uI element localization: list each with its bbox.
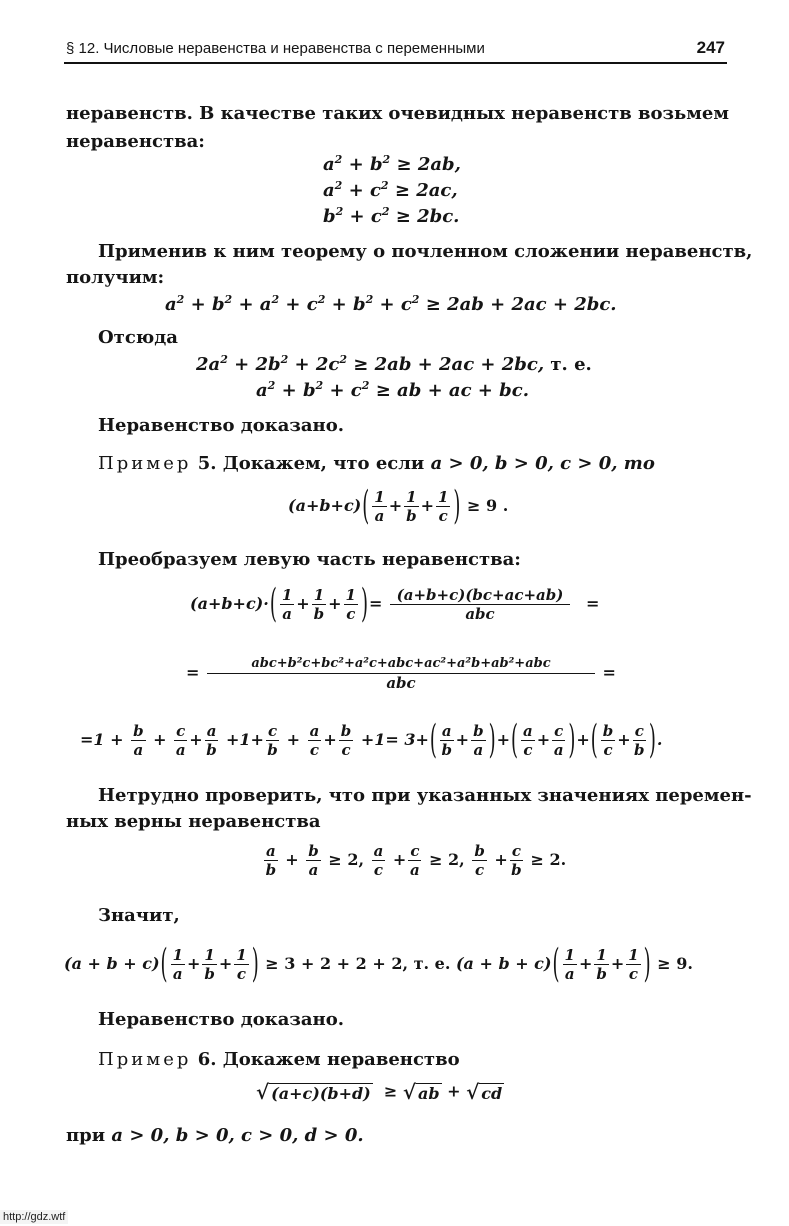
paragraph-line: получим: [66, 267, 165, 288]
fraction-numerator: abc+b²c+bc²+a²c+abc+ac²+a²b+ab²+abc [207, 655, 595, 674]
math-inequality: (a+b+c)( $\frac{1}{a}$ + $\frac{1}{b}$ + $\frac{1}{c}$ ) ≥ 9 . [288, 483, 509, 530]
math-rhs: ≥ 2. [530, 850, 567, 869]
math-transform: (a+b+c)·( $\frac{1}{a}$ + $\frac{1}{b}$ + $\frac{1}{c}$ )= $\frac{(a+b+c)(bc+ac+ab)}{\text{abc}}$ = [190, 581, 600, 628]
sqrt-radicand: ab [418, 1084, 440, 1103]
paragraph-line [66, 1122, 364, 1150]
fraction-denominator: abc [465, 605, 495, 623]
math-rhs: ≥ 2ab, [396, 154, 461, 175]
sqrt-radicand: cd [481, 1084, 503, 1103]
math-rhs: ≥ 2ab + 2ac + 2bc, [353, 354, 545, 375]
paragraph-line: Значит, [98, 905, 180, 926]
running-header: § 12. Числовые неравенства и неравенства с переменными [66, 40, 485, 57]
paragraph-line: Нетрудно проверить, что при указанных значениях перемен- [98, 785, 752, 806]
example-heading [98, 1046, 460, 1074]
example-condition: a > 0, b > 0, c > 0, d > 0. [111, 1125, 364, 1146]
math-rhs: ≥ 2ac, [394, 180, 458, 201]
math-rhs: ≥ 2, [429, 850, 465, 869]
math-rhs: ≥ 9. [657, 954, 693, 973]
paragraph-line: Применив к ним теорему о почленном сложении неравенств, [98, 241, 753, 262]
math-rhs: ≥ 9 . [467, 496, 509, 515]
math-inequality: $b^2 + c^2 \ge 2bc$. [323, 205, 460, 227]
math-equation: $2a^2 + 2b^2 + 2c^2 \ge 2ab + 2ac + 2bc$, т. е. [196, 353, 592, 375]
paragraph-line: неравенств. В качестве таких очевидных неравенств возьмем [66, 103, 729, 124]
condition-prefix: при [66, 1125, 106, 1146]
math-transform: =1 + $\frac{b}{a}$ + $\frac{c}{a}$ + $\frac{a}{b}$ +1+ $\frac{c}{b}$ + $\frac{a}{c}$ + $\frac{b}{c}$ +1= 3+( $\frac{a}{b}$ + $\frac{b}{a}$ )+( $\frac{a}{c}$ + $\frac{c}{a}$ )+( $\frac{b}{c}$ + $\frac{c}{b}$ ). [80, 717, 663, 764]
fraction-numerator: (a+b+c)(bc+ac+ab) [390, 586, 570, 605]
sqrt-radicand: (a+c)(b+d) [271, 1084, 371, 1103]
example-label: Пример [98, 453, 192, 474]
header-rule [64, 62, 727, 64]
math-rhs: ≥ 2, [328, 850, 365, 869]
example-text: 6. Докажем неравенство [197, 1049, 460, 1070]
paragraph-line: ных верны неравенства [66, 811, 321, 832]
example-heading [98, 450, 655, 478]
math-rhs: ≥ 2ab + 2ac + 2bc. [425, 294, 617, 315]
example-label: Пример [98, 1049, 192, 1070]
math-sum: $a^2 + b^2 + a^2 + c^2 + b^2 + c^2 \ge 2ab + 2ac + 2bc$. [165, 293, 617, 315]
paragraph-line: Неравенство доказано. [98, 415, 344, 436]
paragraph-line: Неравенство доказано. [98, 1009, 344, 1030]
math-equation: $a^2 + b^2 + c^2$ ≥ ab + ac + bc. [256, 379, 529, 401]
math-inequality-row: $\frac{a}{b}$ + $\frac{b}{a}$ ≥ 2, $\frac{a}{c}$ + $\frac{c}{a}$ ≥ 2, $\frac{b}{c}$ + $\frac{c}{b}$ ≥ 2. [265, 842, 567, 879]
page-number: 247 [696, 38, 725, 57]
example-condition: a > 0, b > 0, c > 0, то [430, 453, 655, 474]
math-transform: = $\frac{\text{abc+b²c+bc²+a²c+abc+ac²+a²b+ab²+abc}}{\text{abc}}$ = [186, 656, 616, 692]
math-rhs: ≥ 2bc. [395, 206, 460, 227]
paragraph-line: Отсюда [98, 327, 178, 348]
paragraph-line: Преобразуем левую часть неравенства: [98, 549, 521, 570]
math-inequality: $a^2 + b^2 \ge 2ab$, [323, 153, 461, 175]
paragraph-line: неравенства: [66, 131, 205, 152]
math-text: т. е. [550, 354, 592, 375]
fraction-denominator: abc [386, 674, 416, 692]
math-conclusion: (a + b + c)( $\frac{1}{a}$ + $\frac{1}{b}$ + $\frac{1}{c}$ ) ≥ 3 + 2 + 2 + 2, т. е. (a + b + c)( $\frac{1}{a}$ + $\frac{1}{b}$ + $\frac{1}{c}$ ) ≥ 9. [64, 941, 693, 988]
example-text: 5. Докажем, что если [197, 453, 425, 474]
math-sqrt-inequality: √ (a+c)(b+d) ≥ √ ab + √ cd [256, 1080, 503, 1104]
watermark-link[interactable]: http://gdz.wtf [0, 1210, 68, 1224]
math-text: ≥ 3 + 2 + 2 + 2, т. е. [265, 954, 451, 973]
math-inequality: $a^2 + c^2 \ge 2ac$, [323, 179, 458, 201]
math-rhs: ≥ ab + ac + bc. [375, 380, 529, 401]
